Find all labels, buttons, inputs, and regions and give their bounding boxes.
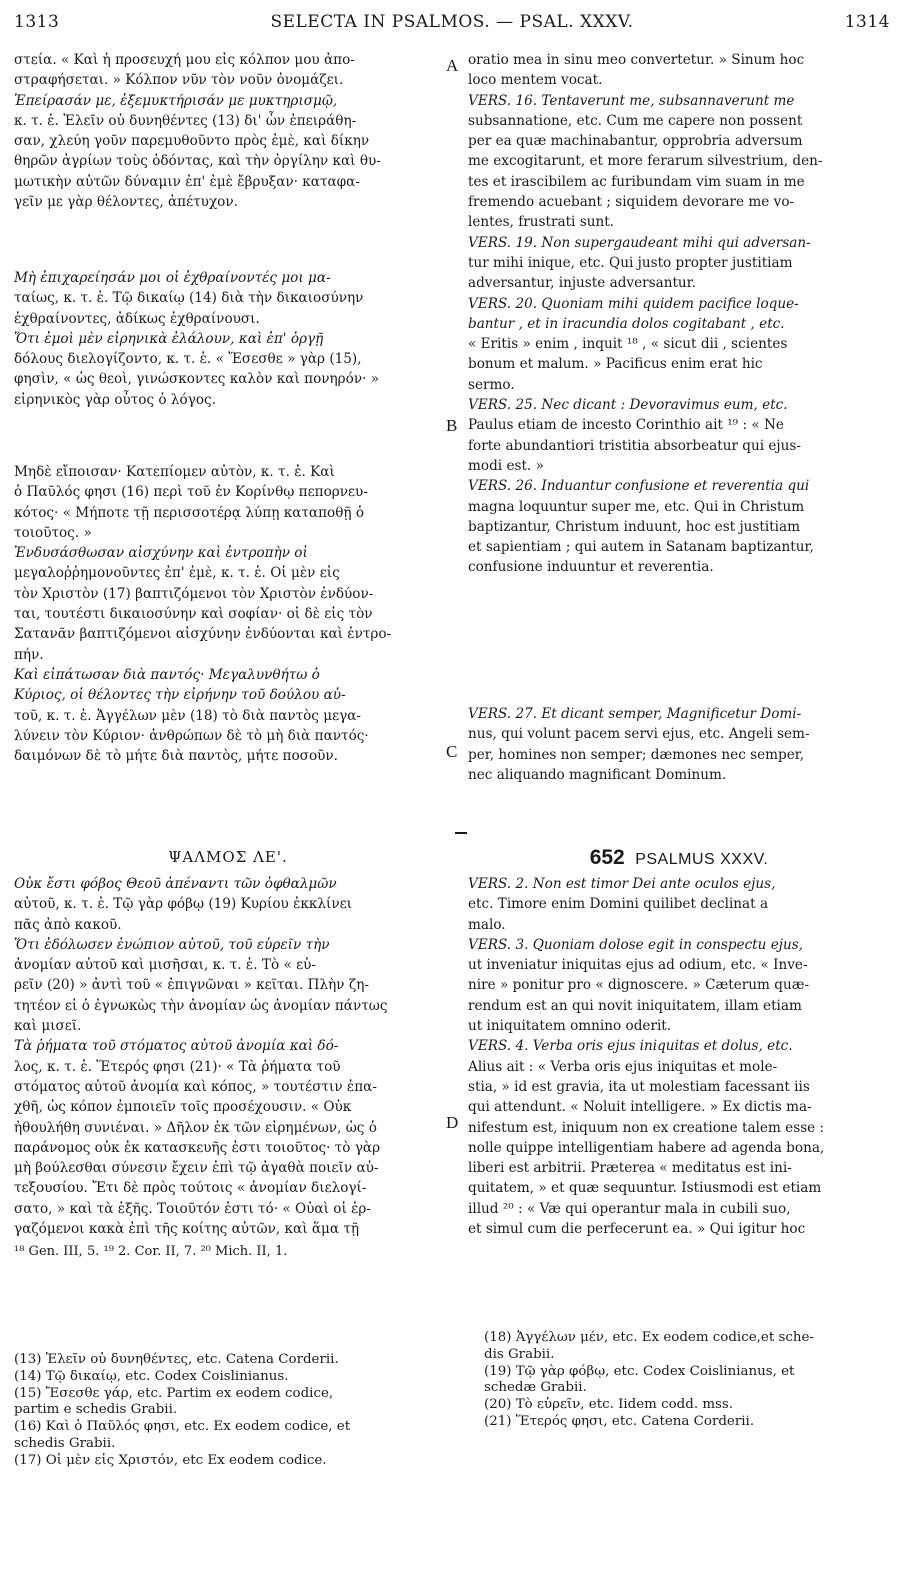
footnote: (13) Ἐλεῖν οὐ δυνηθέντες, etc. Catena Corderii. [14, 1352, 339, 1367]
text-line: illud ²⁰ : « Væ qui operantur mala in cubili suo, [468, 1200, 791, 1217]
text-line: ταίως, κ. τ. ἑ. Τῷ δικαίῳ (14) διὰ τὴν δικαιοσύνην [14, 290, 364, 307]
text-line: γαζόμενοι κακὰ ἐπὶ τῆς κοίτης αὐτῶν, καὶ ἅμα τῇ [14, 1221, 360, 1238]
text-line: per, homines non semper; dæmones nec semper, [468, 746, 805, 763]
text-line: ὁ Παῦλός φησι (16) περὶ τοῦ ἐν Κορίνθῳ πεπορνευ- [14, 484, 368, 501]
text-line: me excogitarunt, et more ferarum silvestrium, den- [468, 153, 823, 170]
running-title: SELECTA IN PSALMOS. — PSAL. XXXV. [270, 12, 634, 32]
text-line: παράνομος οὐκ ἐκ κατασκευῆς ἐστι τοιοῦτος· τὸ γὰρ [14, 1139, 381, 1156]
text-line: ρεῖν (20) » ἀντὶ τοῦ « ἐπιγνῶναι » κεῖται. Πλὴν ζη- [14, 977, 369, 994]
text-line: adversantur, injuste adversantur. [468, 275, 697, 292]
text-line: et sapientiam ; qui autem in Satanam baptizantur, [468, 539, 814, 556]
text-line: modi est. » [468, 457, 544, 474]
text-line: tes et irascibilem ac furibundam vim suam in me [468, 173, 805, 190]
text-line: δαιμόνων δὲ τὸ μήτε διὰ παντὸς, μήτε ποσοῦν. [14, 748, 338, 765]
text-line: sermo. [468, 376, 515, 393]
text-line: lentes, frustrati sunt. [468, 214, 615, 231]
text-line: qui attendunt. « Noluit intelligere. » Ex dictis ma- [468, 1099, 812, 1116]
text-line: VERS. 26. Induantur confusione et reverentia qui [468, 478, 810, 495]
footnote: dis Grabii. [484, 1346, 555, 1362]
latin-footnotes [484, 1330, 890, 1431]
text-line: στεία. « Καὶ ἡ προσευχή μου εἰς κόλπον μου ἀπο- [14, 52, 355, 68]
text-line: γεῖν με γὰρ θέλοντες, ἀπέτυχον. [14, 194, 238, 211]
footnote: (18) Ἀγγέλων μέν, etc. Ex eodem codice,et sche- [484, 1330, 814, 1345]
text-line: λος, κ. τ. ἑ. Ἕτερός φησι (21)· « Τὰ ῥήματα τοῦ [14, 1058, 341, 1075]
text-line: μωτικὴν αὐτῶν δύναμιν ἐπ' ἐμὲ ἔβρυξαν· καταφα- [14, 173, 360, 190]
text-line: VERS. 3. Quoniam dolose egit in conspectu ejus, [468, 936, 804, 953]
text-line: ut inveniatur iniquitas ejus ad odium, etc. « Inve- [468, 957, 808, 974]
text-line: ἀνομίαν αὐτοῦ καὶ μισῆσαι, κ. τ. ἑ. Τὸ « εὑ- [14, 957, 316, 974]
text-line: ut iniquitatem omnino oderit. [468, 1018, 672, 1035]
footnote: (16) Καὶ ὁ Παῦλός φησι, etc. Ex eodem codice, et [14, 1419, 351, 1435]
greek-column-top [14, 50, 442, 212]
text-line: Οὐκ ἔστι φόβος Θεοῦ ἀπέναντι τῶν ὀφθαλμῶν [14, 876, 337, 892]
text-line: etc. Timore enim Domini quilibet declinat a [468, 896, 769, 913]
text-line: stia, » id est gravia, ita ut molestiam facessant iis [468, 1078, 810, 1095]
column-divider-rule [455, 832, 467, 834]
text-line: φησὶν, « ὡς θεοὶ, γινώσκοντες καλὸν καὶ πονηρόν· » [14, 371, 380, 388]
footnote: (21) Ἕτερός φησι, etc. Catena Corderii. [484, 1413, 755, 1429]
text-line: θηρῶν ἀγρίων τοὺς ὀδόντας, καὶ τὴν ὀργίλην καὶ θυ- [14, 153, 381, 170]
text-line: nolle quippe intelligentiam habere ad agenda bona, [468, 1139, 825, 1156]
text-line: κότος· « Μήποτε τῇ περισσοτέρᾳ λύπῃ καταποθῇ ὁ [14, 504, 365, 521]
greek-footnotes [14, 1352, 442, 1470]
text-line: quitatem, » et quæ sequuntur. Istiusmodi est etiam [468, 1180, 822, 1197]
margin-marker-c: C [446, 742, 458, 761]
footnote: (14) Τῷ δικαίῳ, etc. Codex Coislinianus. [14, 1368, 289, 1384]
text-line: VERS. 2. Non est timor Dei ante oculos ejus, [468, 876, 776, 892]
text-line: σατο, » καὶ τὰ ἑξῆς. Τοιοῦτόν ἐστι τό· « Οὐαὶ οἱ ἐρ- [14, 1200, 371, 1217]
text-line: πᾶς ἀπὸ κακοῦ. [14, 916, 122, 933]
greek-section-title: ΨΑΛΜΟΣ ΛΕ'. [168, 848, 288, 866]
footnote: (17) Οἱ μὲν εἰς Χριστόν, etc Ex eodem codice. [14, 1452, 327, 1468]
text-line: confusione induuntur et reverentia. [468, 559, 714, 576]
text-line: subsannatione, etc. Cum me capere non possent [468, 112, 803, 129]
text-line: VERS. 25. Nec dicant : Devoravimus eum, etc. [468, 397, 788, 414]
text-line: πήν. [14, 646, 44, 663]
text-line: αὐτοῦ, κ. τ. ἑ. Τῷ γὰρ φόβῳ (19) Κυρίου ἐκκλίνει [14, 896, 352, 913]
text-line: baptizantur, Christum induunt, hoc est justitiam [468, 518, 801, 535]
latin-section-title: PSALMUS XXXV. [635, 851, 769, 868]
text-line: τεξουσίου. Ἔτι δὲ πρὸς τούτοις « ἀνομίαν διελογί- [14, 1180, 367, 1197]
scripture-references: ¹⁸ Gen. III, 5. ¹⁹ 2. Cor. II, 7. ²⁰ Mich. II, 1. [14, 1244, 288, 1259]
text-line: VERS. 4. Verba oris ejus iniquitas et dolus, etc. [468, 1038, 793, 1055]
text-line: μεγαλοῤῥημονοῦντες ἐπ' ἐμὲ, κ. τ. ἑ. Οἱ μὲν εἰς [14, 565, 340, 582]
text-line: μὴ βούλεσθαι σύνεσιν ἔχειν ἐπὶ τῷ ἀγαθὰ ποιεῖν αὐ- [14, 1160, 379, 1177]
text-line: VERS. 20. Quoniam mihi quidem pacifice loque- [468, 295, 799, 312]
margin-marker-b: B [446, 416, 458, 435]
text-line: bonum et malum. » Pacificus enim erat hic [468, 356, 763, 373]
greek-column-low [14, 462, 442, 766]
text-line: Alius ait : « Verba oris ejus iniquitas et mole- [468, 1058, 778, 1075]
text-line: nec aliquando magnificant Dominum. [468, 766, 727, 783]
text-line: χθῆ, ὡς κόπον ἐμποιεῖν τοῖς προσέχουσιν. « Οὐκ [14, 1099, 352, 1116]
column-number: 652 [589, 846, 625, 869]
footnote: schedæ Grabii. [484, 1380, 587, 1396]
text-line: Ὅτι ἐμοὶ μὲν εἰρηνικὰ ἐλάλουν, καὶ ἐπ' ὀργῇ [14, 330, 324, 347]
latin-column-mid [468, 704, 890, 785]
text-line: κ. τ. ἑ. Ἐλεῖν οὐ δυνηθέντες (13) δι' ὧν ἐπειράθη- [14, 112, 357, 129]
text-line: nus, qui volunt pacem servi ejus, etc. Angeli sem- [468, 726, 810, 743]
footnote: (15) Ἔσεσθε γάρ, etc. Partim ex eodem codice, [14, 1385, 334, 1401]
text-line: per ea quæ machinabantur, opprobria adversum [468, 133, 803, 150]
footnote: (19) Τῷ γὰρ φόβῳ, etc. Codex Coislinianus, et [484, 1363, 795, 1379]
text-line: Μηδὲ εἴποισαν· Κατεπίομεν αὐτὸν, κ. τ. ἑ. Καὶ [14, 464, 335, 480]
text-line: ἐχθραίνοντες, ἀδίκως ἐχθραίνουσι. [14, 310, 260, 327]
running-header [14, 12, 890, 38]
text-line: Ὅτι ἐδόλωσεν ἐνώπιον αὐτοῦ, τοῦ εὑρεῖν τὴν [14, 936, 330, 953]
latin-column-top [468, 50, 890, 578]
footnote: (20) Τὸ εὑρεῖν, etc. Iidem codd. mss. [484, 1397, 734, 1413]
text-line: εἰρηνικὸς γὰρ οὗτος ὁ λόγος. [14, 391, 216, 408]
text-line: Κύριος, οἱ θέλοντες τὴν εἰρήνην τοῦ δούλου αὐ- [14, 687, 346, 704]
text-line: magna loquuntur super me, etc. Qui in Christum [468, 498, 805, 515]
text-line: « Eritis » enim , inquit ¹⁸ , « sicut dii , scientes [468, 336, 788, 353]
text-line: τοῦ, κ. τ. ἑ. Ἀγγέλων μὲν (18) τὸ διὰ παντὸς μεγα- [14, 707, 362, 724]
text-line: τητέον εἰ ὁ ἐγνωκὼς τὴν ἀνομίαν ὡς ἀνομίαν πάντως [14, 997, 388, 1014]
text-line: Σατανᾶν βαπτιζόμενοι αἰσχύνην ἐνδύονται καὶ ἐντρο- [14, 626, 392, 643]
text-line: σαν, χλεύη γοῦν παρεμυθοῦντο πρὸς ἐμὲ, καὶ δίκην [14, 133, 370, 150]
text-line: tur mihi inique, etc. Qui justo propter justitiam [468, 254, 793, 271]
latin-psalm-text [468, 874, 890, 1239]
text-line: nifestum est, iniquum non ex creatione talem esse : [468, 1119, 825, 1136]
margin-marker-d: D [446, 1113, 459, 1132]
text-line: VERS. 16. Tentaverunt me, subsannaverunt me [468, 92, 795, 109]
text-line: καὶ μισεῖ. [14, 1018, 82, 1035]
text-line: στόματος αὐτοῦ ἀνομία καὶ κόπος, » τουτέστιν ἐπα- [14, 1078, 377, 1095]
text-line: VERS. 27. Et dicant semper, Magnificetur Domi- [468, 706, 802, 722]
text-line: loco mentem vocat. [468, 72, 603, 89]
text-line: nire » ponitur pro « dignoscere. » Cæterum quæ- [468, 977, 810, 994]
text-line: rendum est an qui novit iniquitatem, illam etiam [468, 997, 802, 1014]
text-line: τοιοῦτος. » [14, 524, 92, 541]
greek-psalm-text [14, 874, 442, 1239]
text-line: Ἐνδυσάσθωσαν αἰσχύνην καὶ ἐντροπὴν οἱ [14, 545, 308, 562]
text-line: fremendo acuebant ; siquidem devorare me vo- [468, 194, 795, 211]
text-line: Ἐπείρασάν με, ἐξεμυκτήρισάν με μυκτηρισμῷ, [14, 92, 338, 109]
page-number-right: 1314 [844, 12, 890, 32]
text-line: bantur , et in iracundia dolos cogitabant , etc. [468, 315, 785, 332]
footnote: partim e schedis Grabii. [14, 1402, 178, 1418]
text-line: Τὰ ῥήματα τοῦ στόματος αὐτοῦ ἀνομία καὶ δό- [14, 1038, 339, 1055]
text-line: oratio mea in sinu meo convertetur. » Sinum hoc [468, 52, 805, 68]
text-line: δόλους διελογίζοντο, κ. τ. ἑ. « Ἔσεσθε » γὰρ (15), [14, 351, 362, 368]
greek-column-mid [14, 268, 442, 410]
text-line: ἠθουλήθη συνιέναι. » Δῆλον ἐκ τῶν εἰρημένων, ὡς ὁ [14, 1119, 377, 1136]
text-line: Μὴ ἐπιχαρείησάν μοι οἱ ἐχθραίνοντές μοι μα- [14, 270, 331, 286]
text-line: στραφήσεται. » Κόλπον νῦν τὸν νοῦν ὀνομάζει. [14, 72, 344, 89]
page-number-left: 1313 [14, 12, 60, 32]
text-line: Paulus etiam de incesto Corinthio ait ¹⁹ : « Ne [468, 417, 784, 434]
text-line: et simul cum die perfecerunt ea. » Qui igitur hoc [468, 1221, 806, 1238]
text-line: τὸν Χριστὸν (17) βαπτιζόμενοι τὸν Χριστὸν ἐνδύον- [14, 585, 374, 602]
latin-section-heading [468, 846, 890, 870]
text-line: malo. [468, 916, 506, 933]
text-line: Καὶ εἰπάτωσαν διὰ παντός· Μεγαλυνθήτω ὁ [14, 666, 320, 683]
text-line: forte abundantiori tristitia absorbeatur qui ejus- [468, 437, 801, 454]
text-line: ται, τουτέστι δικαιοσύνην καὶ σοφίαν· οἱ δὲ εἰς τὸν [14, 606, 373, 623]
footnote: schedis Grabii. [14, 1435, 116, 1451]
margin-marker-a: A [446, 56, 459, 75]
text-line: λύνειν τὸν Κύριον· ἀνθρώπων δὲ τὸ μὴ διὰ παντός· [14, 727, 369, 744]
text-line: liberi est arbitrii. Præterea « meditatus est ini- [468, 1160, 792, 1177]
text-line: VERS. 19. Non supergaudeant mihi qui adversan- [468, 234, 811, 251]
